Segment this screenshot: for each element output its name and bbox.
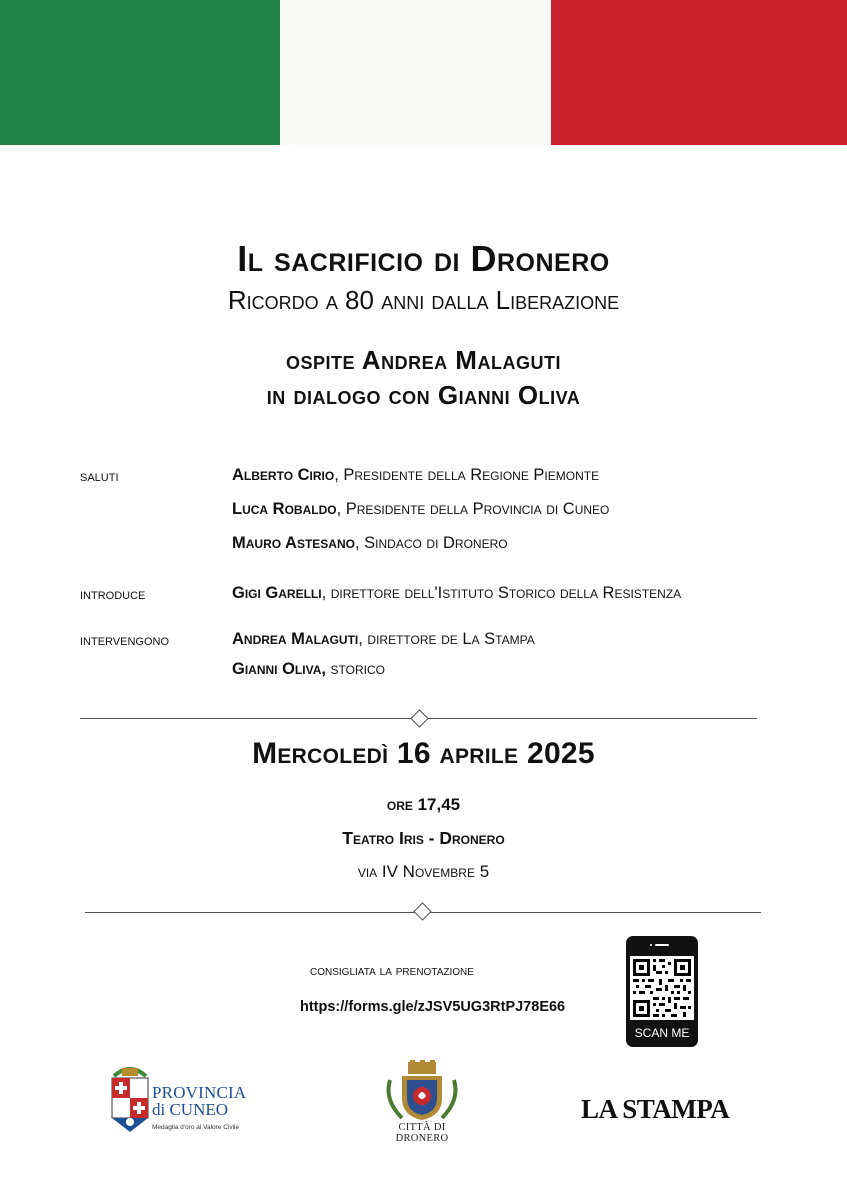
qr-phone-icon[interactable] [626, 936, 698, 1047]
booking-link[interactable]: https://forms.gle/zJSV5UG3RtPJ78E66 [300, 999, 566, 1015]
dronero-caption: CITTÀ DI DRONERO [395, 1122, 449, 1144]
speaker-name: Gigi Garelli [232, 584, 322, 602]
citta-dronero-logo [372, 1060, 472, 1144]
scan-me-label: SCAN ME [634, 1026, 690, 1040]
saluti-speaker-1 [232, 466, 599, 485]
qr-code-icon [630, 956, 694, 1020]
la-stampa-logo: LA STAMPA [581, 1094, 730, 1124]
diamond-ornament-icon [410, 709, 428, 727]
speaker-role: storico [325, 660, 385, 678]
intervengono-speaker-2 [232, 660, 385, 679]
guest-line-2: in dialogo con Gianni Oliva [266, 380, 581, 410]
flag-white-band [280, 0, 551, 145]
guest-line-1: ospite Andrea Malaguti [286, 345, 561, 375]
provincia-motto: Medaglia d'oro al Valore Civile [152, 1124, 240, 1131]
dronero-crest-icon [372, 1060, 472, 1124]
event-venue: Teatro Iris - Dronero [342, 828, 505, 848]
qr-code[interactable] [630, 956, 694, 1020]
speaker-role: , Sindaco di Dronero [354, 534, 508, 552]
provincia-cuneo-logo [108, 1064, 250, 1136]
saluti-speaker-3 [232, 534, 508, 553]
intervengono-speaker-1 [232, 630, 535, 649]
provincia-name-line2: di CUNEO [152, 1100, 229, 1119]
introduce-label: introduce [80, 586, 146, 603]
phone-speaker-icon [655, 944, 669, 946]
provincia-text [152, 1084, 246, 1136]
saluti-label: saluti [80, 468, 119, 485]
italian-flag-banner [0, 0, 847, 145]
phone-camera-icon [650, 944, 652, 946]
diamond-ornament-icon [413, 902, 431, 920]
page-subtitle: Ricordo a 80 anni dalla Liberazione [227, 285, 620, 315]
event-address: via IV Novembre 5 [357, 862, 490, 881]
speaker-name: Gianni Oliva, [232, 660, 326, 678]
speaker-role: , Presidente della Provincia di Cuneo [336, 500, 610, 518]
intervengono-label: intervengono [80, 632, 170, 649]
saluti-speaker-2 [232, 500, 609, 519]
speaker-name: Alberto Cirio [232, 466, 335, 484]
page-title: Il sacrificio di Dronero [237, 238, 610, 279]
provincia-name-line1: PROVINCIA [152, 1083, 247, 1102]
speaker-name: Andrea Malaguti [232, 630, 359, 648]
provincia-crest-icon [108, 1064, 152, 1136]
flag-green-band [0, 0, 280, 145]
speaker-name: Mauro Astesano [232, 534, 355, 552]
event-date: Mercoledì 16 aprile 2025 [252, 737, 595, 770]
speaker-name: Luca Robaldo [232, 500, 337, 518]
speaker-role: , direttore dell'Istituto Storico della Resistenza [321, 584, 682, 602]
introduce-speaker [232, 584, 681, 603]
booking-note: consigliata la prenotazione [310, 962, 474, 978]
speaker-role: , Presidente della Regione Piemonte [334, 466, 600, 484]
event-time: ore 17,45 [386, 795, 461, 814]
speaker-role: , direttore de La Stampa [358, 630, 535, 648]
flag-red-band [551, 0, 847, 145]
